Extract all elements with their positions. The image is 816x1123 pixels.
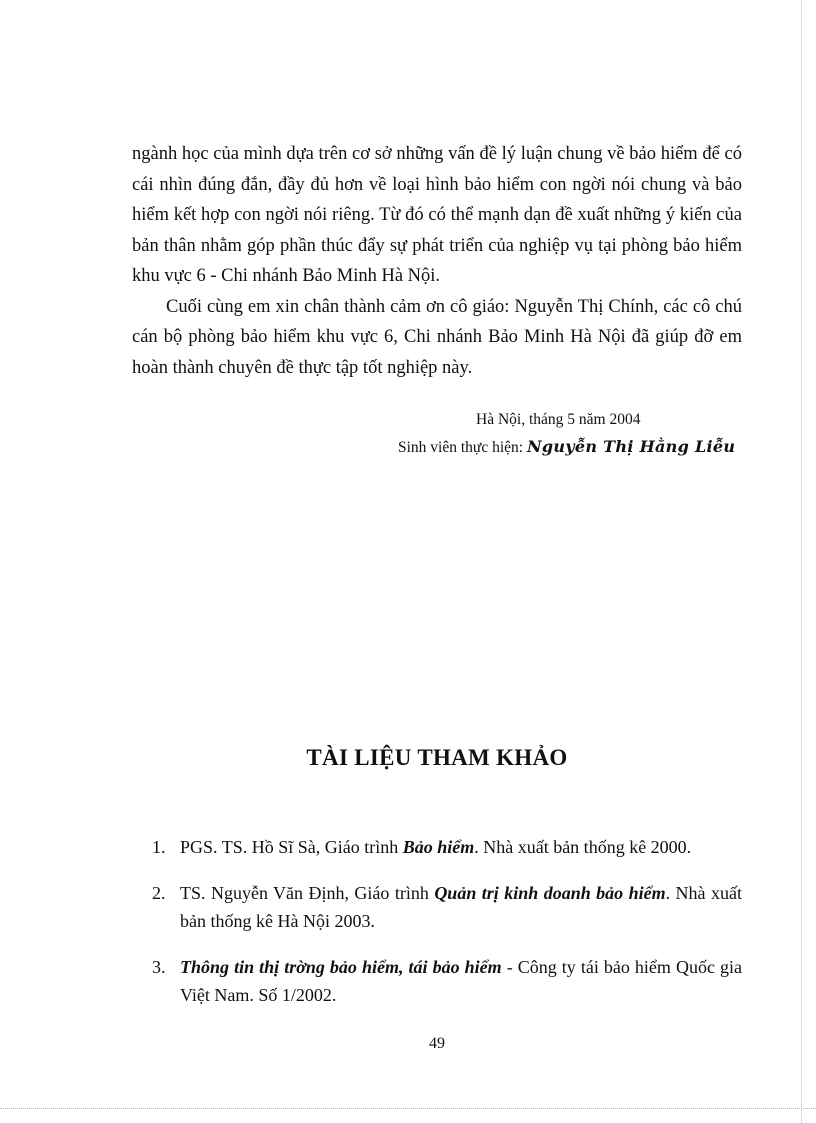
- reference-text-after: . Nhà xuất bản thống kê 2000.: [474, 837, 692, 857]
- reference-item: [152, 953, 742, 1009]
- references-heading: TÀI LIỆU THAM KHẢO: [306, 745, 568, 770]
- reference-number: 2.: [152, 883, 166, 903]
- reference-text-before: TS. Nguyễn Văn Định, Giáo trình: [180, 883, 435, 903]
- reference-text-after: . Nhà xuất bản thống kê Hà Nội 2003.: [180, 883, 742, 931]
- reference-text-before: PGS. TS. Hồ Sĩ Sà, Giáo trình: [180, 837, 403, 857]
- body-paragraph-1: ngành học của mình dựa trên cơ sở những vấn đề lý luận chung về bảo hiểm để có cái nhìn đúng đắn, đầy đủ hơn về loại hình bảo hiểm con ngời nói chung và bảo hiểm kết hợp con ngời nói riêng. Từ đó có thể mạnh dạn đề xuất những ý kiến của bản thân nhằm góp phần thúc đẩy sự phát triển của nghiệp vụ tại phòng bảo hiểm khu vực 6 - Chi nhánh Bảo Minh Hà Nội.: [132, 144, 742, 286]
- signature-label: Sinh viên thực hiện:: [398, 439, 524, 456]
- signature-name: Nguyễn Thị Hằng Liễu: [526, 437, 736, 456]
- reference-text-after: - Công ty tái bảo hiểm Quốc gia Việt Nam. Số 1/2002.: [180, 957, 742, 1005]
- reference-number: 3.: [152, 957, 166, 977]
- reference-item: [152, 879, 742, 935]
- reference-title: Thông tin thị trờng bảo hiểm, tái bảo hiểm: [180, 957, 502, 977]
- page-number: 49: [429, 1035, 445, 1052]
- references-list: [152, 833, 742, 1027]
- page-border-right: [801, 0, 802, 1123]
- reference-item: [152, 833, 742, 861]
- reference-title: Bảo hiểm: [402, 837, 475, 857]
- page-border-bottom: [0, 1108, 816, 1109]
- signature-line: [398, 437, 735, 457]
- reference-title: Quản trị kinh doanh bảo hiểm: [434, 883, 666, 903]
- reference-number: 1.: [152, 837, 166, 857]
- body-paragraph-2: Cuối cùng em xin chân thành cảm ơn cô giáo: Nguyễn Thị Chính, các cô chú cán bộ phòng bảo hiểm khu vực 6, Chi nhánh Bảo Minh Hà Nội đã giúp đỡ em hoàn thành chuyên đề thực tập tốt nghiệp này.: [132, 296, 742, 378]
- signature-place-date: Hà Nội, tháng 5 năm 2004: [476, 411, 641, 428]
- body-text: [132, 139, 742, 383]
